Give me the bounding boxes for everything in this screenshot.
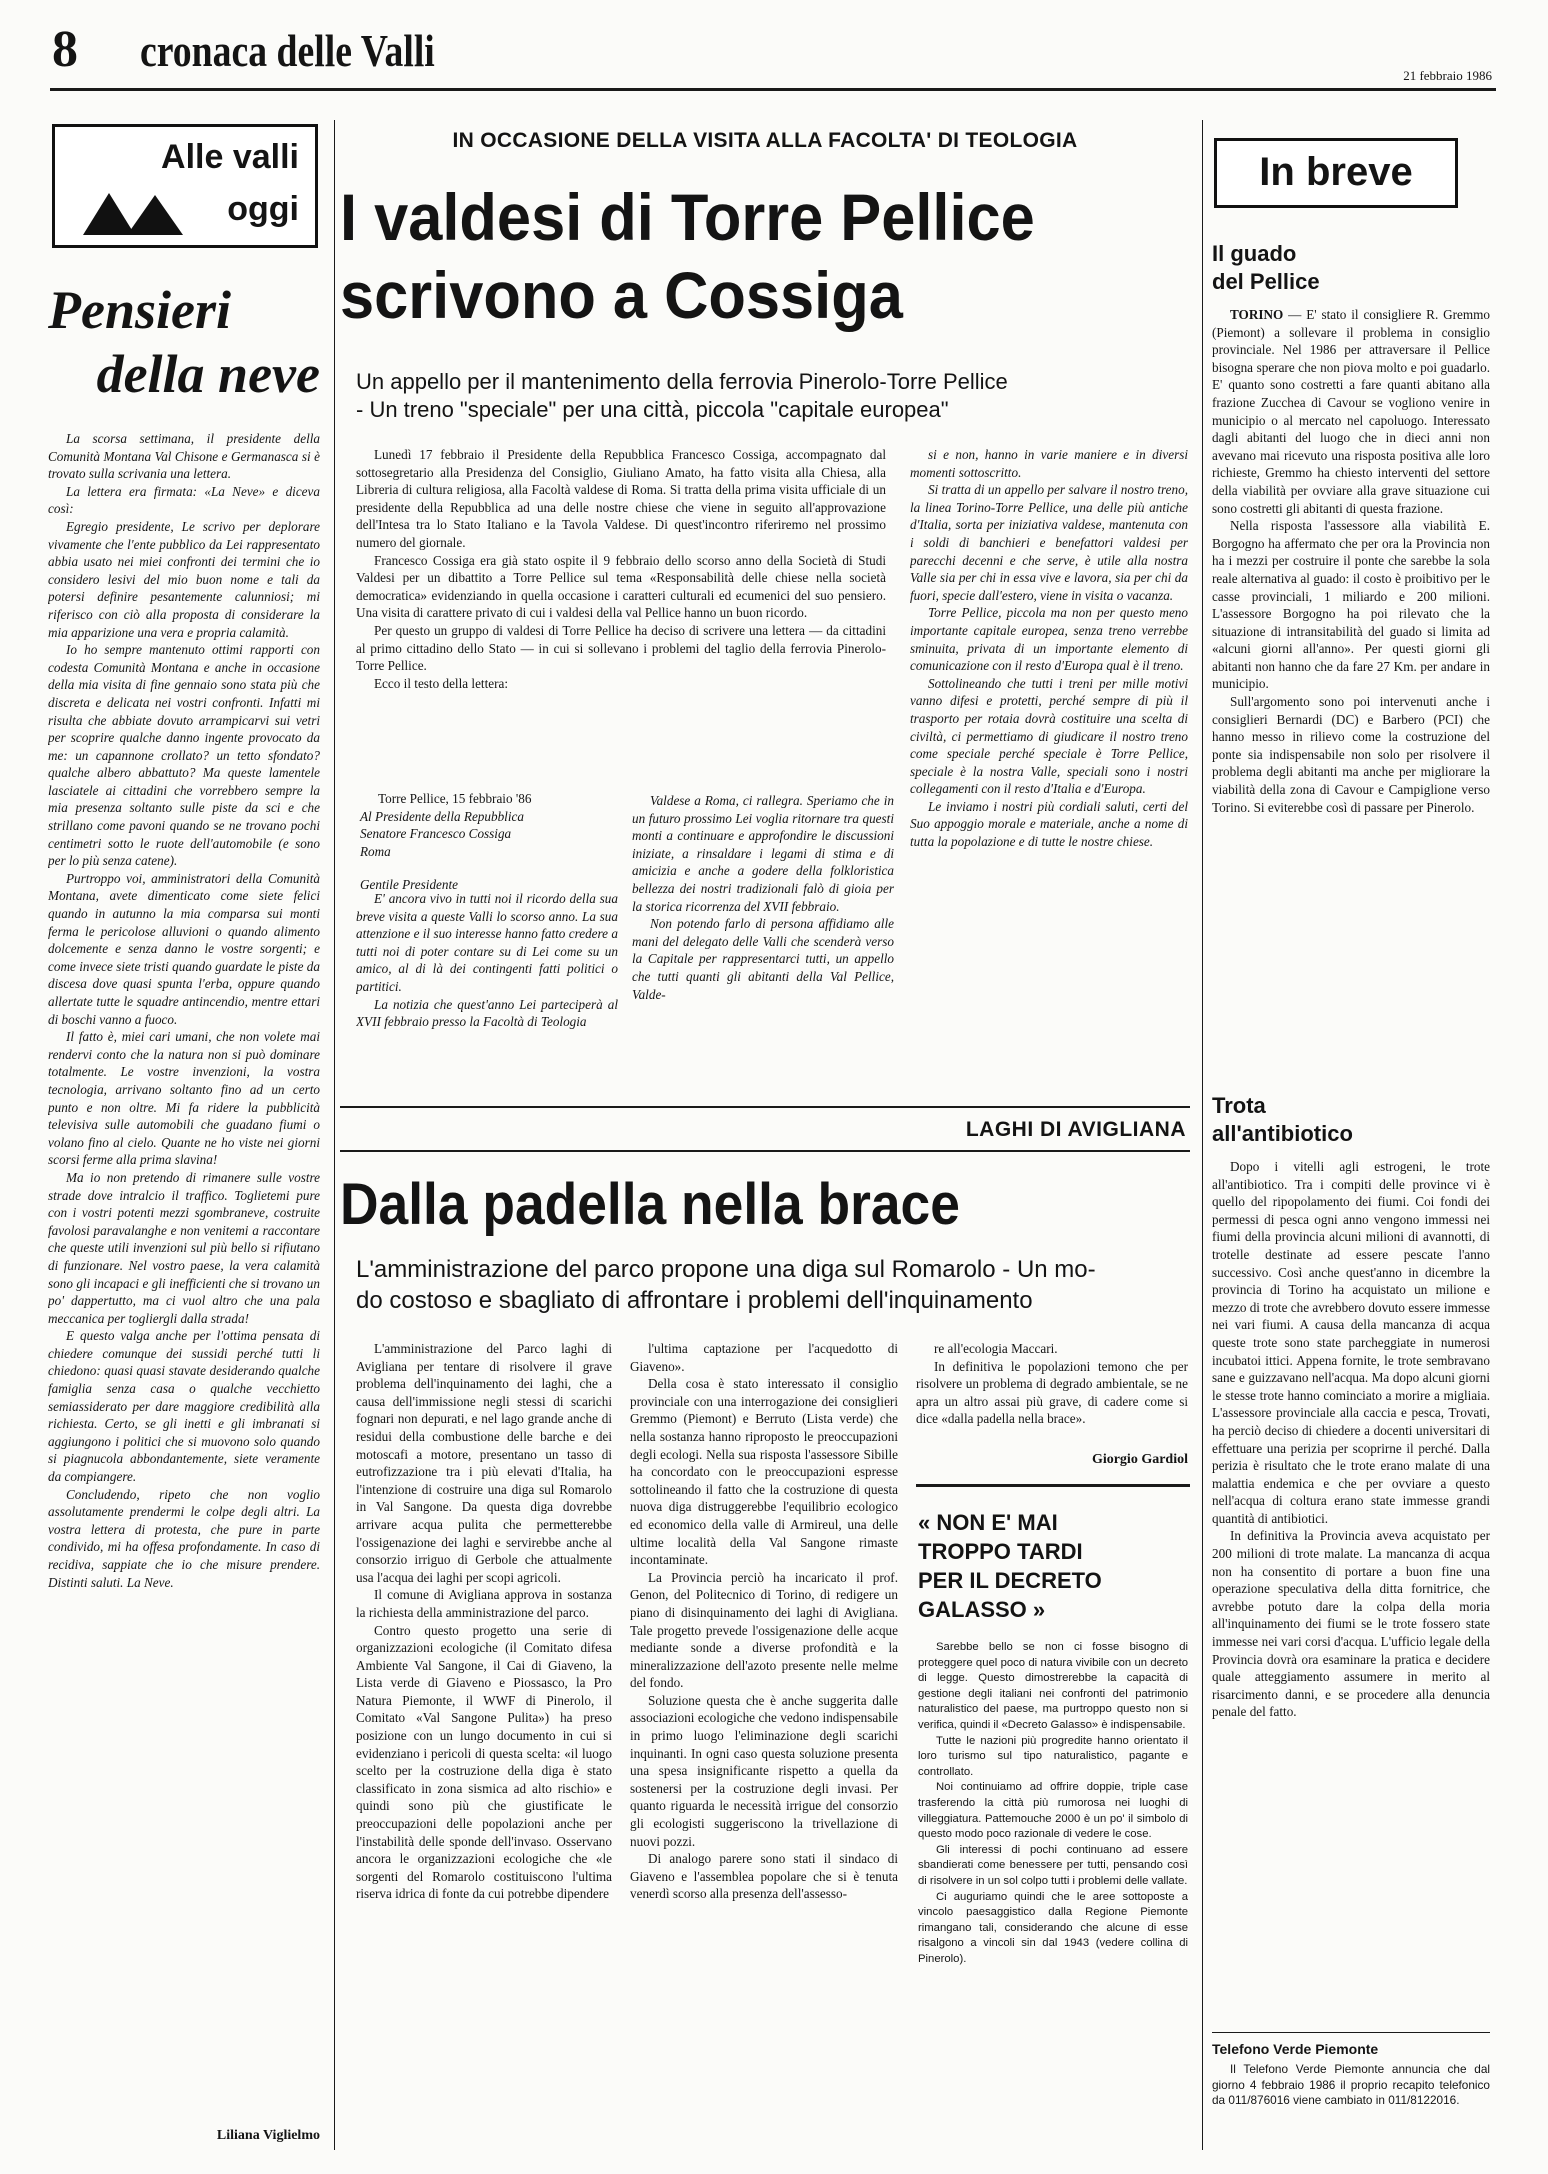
page-number: 8 <box>52 21 78 78</box>
left-signature: Liliana Viglielmo <box>216 2128 320 2143</box>
dateline: TORINO <box>1230 307 1284 322</box>
col-divider-right <box>1202 120 1203 2150</box>
article1-subhead-line1: Un appello per il mantenimento della ferrovia Pinerolo-Torre Pellice <box>356 369 1008 394</box>
article-divider <box>340 1106 1190 1108</box>
article1-kicker: IN OCCASIONE DELLA VISITA ALLA FACOLTA' DI TEOLOGIA <box>452 129 1078 152</box>
article2-paragraph: l'ultima captazione per l'acquedotto di Giaveno». <box>630 1341 898 1374</box>
masthead-rule <box>50 88 1496 91</box>
mountains-icon <box>83 193 193 235</box>
in-breve-item2-text <box>1212 1158 1490 2028</box>
article1-headline <box>340 178 1220 334</box>
article2-kicker-rule <box>340 1150 1190 1152</box>
in-breve-item3-paragraph: Il Telefono Verde Piemonte annuncia che dal giorno 4 febbraio 1986 il proprio recapito telefonico da 011/876016 viene cambiato in 011/8122016. <box>1212 2062 1490 2108</box>
letter-addressee-3: Roma <box>360 843 391 859</box>
in-breve-item2-paragraph: Dopo i vitelli agli estrogeni, le trote all'antibiotico. Tra i compiti delle province vi è quello del ripopolamento dei fiumi. Coi fondi dei permessi di pesca ogni anno vengono immessi nei fiumi della provincia alcuni milioni di avannotti, di trotelle destinate ad essere pescate l'anno successivo. Così anche quest'anno in dicembre la provincia di Torino ha acquistato un milione e mezzo di trote che avrebbero dovuto essere immesse nei vari fiumi. A causa della mancanza di acqua queste trote sono state parcheggiate in numerosi incubatoi ittici. Appena fornite, le trote sembravano sane e guizzavano nell'acqua. Ma dopo alcuni giorni le stesse trote hanno cominciato a morire a migliaia. L'assessore provinciale alla caccia e pesca, Trovati, ha perciò deciso di chiedere a docenti universitari di effettuare una perizia per scoprirne il perché. Dalla perizia è risultato che le trote erano malate di una malattia endemica e che per ovviare a questo nell'acqua di coltura erano state immesse grandi quantità di antibiotici. <box>1212 1159 1490 1526</box>
article2-paragraph: Contro questo progetto una serie di organizzazioni ecologiche (il Comitato difesa Ambiente Val Sangone, il Cai di Giaveno, la Lista verde di Giaveno e Piossasco, la Pro Natura Piemonte, il WWF di Pinerolo, il Comitato «Val Sangone Pulita») ha preso posizione con un lungo documento in cui si evidenziano i pericoli di questa scelta: «il luogo scelto per la costruzione della diga è stato classificato in zona sismica ad alto rischio» e quindi sono più che giustificate le preoccupazioni delle popolazioni anche per l'instabilità delle sponde dell'invaso. Osservano ancora le organizzazioni ecologiche che «le sorgenti del Romarolo costituiscono l'ultima riserva idrica di fonte da cui potrebbe dipendere <box>356 1622 612 1902</box>
galasso-title-line3: PER IL DECRETO <box>918 1568 1102 1593</box>
letter-header <box>360 790 610 894</box>
article2-paragraph: La Provincia perciò ha incaricato il prof. Genon, del Politecnico di Torino, di redigere un piano di disinquinamento dei laghi di Avigliana. Tale progetto prevede l'ossigenazione delle acque mediante sonde a diverse profondità e la mineralizzazione dell'azoto presente nelle melme del fondo. <box>630 1569 898 1691</box>
galasso-paragraph: Gli interessi di pochi continuano ad essere sbandierati come benessere per tutti, pensando così di risolvere in un sol colpo tutti i problemi delle vallate. <box>918 1843 1188 1887</box>
article1-intro-paragraph: Lunedì 17 febbraio il Presidente della Repubblica Francesco Cossiga, accompagnato dal sottosegretario alla Presidenza del Consiglio, Giuliano Amato, ha fatto visita alla Chiesa, alla Libreria di cultura religiosa, alla Facoltà valdese di Roma. Si tratta della prima visita ufficiale di un presidente della Repubblica ad una delle nostre chiese che viene in seguito all'approvazione dell'Intesa tra lo Stato Italiano e la Tavola Valdese. Di quest'incontro riferiremo nel prossimo numero del giornale. <box>356 447 886 550</box>
article2-paragraph: re all'ecologia Maccari. <box>934 1341 1058 1356</box>
article1-paragraph: si e non, hanno in varie maniere e in diversi momenti sottoscritto. <box>910 447 1188 480</box>
article2-paragraph: In definitiva le popolazioni temono che per risolvere un problema di degrado ambientale, se ne apra un altro assai più grave, di cadere come si dice «dalla padella nella brace». <box>916 1358 1188 1427</box>
article1-headline-line1: I valdesi di Torre Pellice <box>340 180 1035 254</box>
galasso-text <box>918 1640 1188 2140</box>
article1-column-3 <box>910 446 1188 1122</box>
letter-paragraph: Valdese a Roma, ci rallegra. Speriamo che in un futuro prossimo Lei voglia ritornare tra questi monti a continuare e approfondire le discussioni iniziate, a rinsaldare i legami di stima e di amicizia e anche a godere della folkloristica bellezza dei nostri tradizionali falò di gioia per la storica ricorrenza del XVII febbraio. <box>632 793 894 914</box>
alle-valli-badge <box>52 124 318 248</box>
in-breve-item3-title: Telefono Verde Piemonte <box>1212 2041 1379 2057</box>
article2-subhead-line1: L'amministrazione del parco propone una diga sul Romarolo - Un mo- <box>356 1256 1096 1283</box>
item2-title-line1: Trota <box>1212 1093 1266 1118</box>
article2-paragraph: Della cosa è stato interessato il consiglio provinciale con una interrogazione dei consiglieri Gremmo (Piemont) e Berruto (Lista verde) che nella sostanza hanno riproposto le preoccupazioni degli ecologi. Nella sua risposta l'assessore Sibille ha concordato con le preoccupazioni espresse sottolineando il fatto che la costruzione di questa nuova diga distruggerebbe l'equilibrio ecologico ed economico della valle di Armireul, una delle ultime località della Val Sangone rimaste incontaminate. <box>630 1376 898 1568</box>
article1-intro-paragraph: Ecco il testo della lettera: <box>374 675 509 691</box>
letter-addressee-2: Senatore Francesco Cossiga <box>360 826 512 842</box>
item1-title-line1: Il guado <box>1212 241 1297 266</box>
left-column-paragraph: Concludendo, ripeto che non voglio assolutamente prendermi le colpe degli altri. La vostra lettera di protesta, che pure in parte condivido, mi ha offesa profondamente. In caso di recidiva, sappiate che io che misure prendere. Distinti saluti. La Neve. <box>48 1486 320 1590</box>
issue-date: 21 febbraio 1986 <box>1403 68 1492 83</box>
article1-subhead <box>356 368 1194 424</box>
article2-paragraph: Il comune di Avigliana approva in sostanza la richiesta della amministrazione del parco. <box>356 1587 612 1620</box>
in-breve-item1-text <box>1212 306 1490 1068</box>
article2-subhead <box>356 1254 1196 1316</box>
in-breve-item1-paragraph: Nella risposta l'assessore alla viabilità E. Borgogno ha affermato che per ora la Provincia non ha i mezzi per costruire il ponte che sarebbe la sola reale alternativa al guado: il costo è proibitivo per le casse provinciali, 1 miliardo e 200 milioni. L'assessore Borgogno ha poi rilevato che la situazione di intransitabilità del guado si limita ad «alcuni giorni all'anno». Per questi giorni gli abitanti non hanno che da fare 27 Km. per andare in municipio. <box>1212 518 1490 692</box>
article1-paragraph: Torre Pellice, piccola ma non per questo meno importante capitale europea, senza treno verrebbe sminuita, privata di un importante elemento di comunicazione con il resto d'Europa qual è il treno. <box>910 605 1188 674</box>
galasso-paragraph: Ci auguriamo quindi che le aree sottoposte a vincolo paesaggistico dalla Regione Piemonte rimangano tali, considerando che alcune di esse risalgono a vincoli sin dal 1943 (vedere collina di Pinerolo). <box>918 1890 1188 1965</box>
left-column-paragraph: Purtroppo voi, amministratori della Comunità Montana, avete dimenticato come siete felici quando in autunno la mia comparsa sui monti ferma le pericolose alluvioni o quando alimento dolcemente e senza danno le vostre sorgenti; e come invece siete tristi quando guardate le piste da discesa dove quasi spunta l'erba, oppure quando allertate tutte le squadre antincendio, mentre ettari di boschi vanno a fuoco. <box>48 870 320 1027</box>
in-breve-item1-title <box>1212 240 1482 296</box>
item3-rule <box>1212 2032 1490 2033</box>
badge-line2: oggi <box>227 190 299 228</box>
letter-column-2 <box>632 792 894 1122</box>
article1-intro-paragraph: Per questo un gruppo di valdesi di Torre Pellice ha deciso di scrivere una lettera — da cittadini al primo cittadino dello Stato — in cui si sollevano i problemi del taglio della ferrovia Pinerolo-Torre Pellice. <box>356 622 886 674</box>
in-breve-item2-title <box>1212 1092 1482 1148</box>
in-breve-item1-text-run: — E' stato il consigliere R. Gremmo (Piemont) a sollevare il problema in consiglio provinciale. Nel 1986 per attraversare il Pellice bisogna sperare che non piova molto e poi guadarlo. E' quanto sono costretti a fare quanti abitano alla frazione Zucchea di Cavour se vogliono venire in municipio o al mercato nel capoluogo. Interessato dagli abitanti del luogo che in dieci anni non avevano mai ricevuto una risposta positiva alle loro richieste, Gremmo ha chiesto interventi del settore della viabilità per ovviare alla grave situazione cui sono costretti gli abitanti di questa frazione. <box>1212 307 1490 516</box>
left-title-line1: Pensieri <box>48 280 231 340</box>
left-column-paragraph: Io ho sempre mantenuto ottimi rapporti con codesta Comunità Montana e anche in occasione della mia visita di fine gennaio sono stata più che discreta e delicata nei vostri confronti. Infatti mi risulta che abbiate dovuto arrampicarvi sui vetri per scoprire qualche danno ingente provocato da me: un capannone crollato? un tetto sfondato? qualche albero abbattuto? Ma queste lamentele lasciatele ai cittadini che vorrebbero sempre la mia presenza soltanto sulle piste da sci e che strillano come pavoni quando se ne trovano pochi centimetri sotto le ruote dell'automobile (e sono per lo più senza catene). <box>48 642 320 869</box>
article2-headline: Dalla padella nella brace <box>340 1172 960 1237</box>
letter-column-1 <box>356 890 618 1122</box>
galasso-paragraph: Tutte le nazioni più progredite hanno orientato il loro turismo sul tipo naturalistico, pagante e controllato. <box>918 1734 1188 1778</box>
col-divider-left <box>334 120 335 2150</box>
letter-place-date: Torre Pellice, 15 febbraio '86 <box>378 791 532 806</box>
galasso-paragraph: Noi continuiamo ad offrire doppie, triple case trasferendo la città più rumorosa nei luoghi di villeggiatura. Pattemouche 2000 è un po' il simbolo di questo modo poco razionale di vedere le cose. <box>918 1781 1188 1841</box>
in-breve-label: In breve <box>1259 150 1413 194</box>
left-column-paragraph: La scorsa settimana, il presidente della Comunità Montana Val Chisone e Germanasca si è trovato sulla scrivania una lettera. <box>48 431 320 482</box>
article2-column-1 <box>356 1340 612 2140</box>
left-column-text <box>48 430 320 2125</box>
left-column-paragraph: La lettera era firmata: «La Neve» e diceva così: <box>48 483 320 517</box>
in-breve-item1-paragraph <box>1212 306 1490 517</box>
article1-subhead-line2: - Un treno "speciale" per una città, piccola "capitale europea" <box>356 397 949 422</box>
letter-addressee-1: Al Presidente della Repubblica <box>360 808 524 824</box>
galasso-title-line2: TROPPO TARDI <box>918 1539 1083 1564</box>
article2-subhead-line2: do costoso e sbagliato di affrontare i problemi dell'inquinamento <box>356 1287 1033 1314</box>
item1-title-line2: del Pellice <box>1212 269 1320 294</box>
article1-paragraph: Le inviamo i nostri più cordiali saluti, certi del Suo appoggio morale e materiale, anche a nome di tutta la popolazione e di tutte le nostre chiese. <box>910 798 1188 850</box>
article2-kicker: LAGHI DI AVIGLIANA <box>965 1118 1186 1141</box>
article2-paragraph: Di analogo parere sono stati il sindaco di Giaveno e l'assemblea popolare che si è tenuta venerdì scorso alla presenza dell'assesso- <box>630 1851 898 1902</box>
left-column-paragraph: Il fatto è, miei cari umani, che non volete mai rendervi conto che la natura non si può dominare totalmente. Le vostre invenzioni, la vostra tecnologia, arrivano soltanto fino ad un certo punto e non oltre. Mi fa ridere la pubblicità televisiva sulle automobili che guadano fiumi o volano fino al cielo. Quante ne ho viste nei giorni scorsi ferme alla prima slavina! <box>48 1029 320 1168</box>
in-breve-item3-text <box>1212 2062 1490 2142</box>
section-title: cronaca delle Valli <box>140 25 435 76</box>
masthead <box>52 22 1492 82</box>
left-column-paragraph: Egregio presidente, Le scrivo per deplorare vivamente che l'ente pubblico da Lei rappresentato abbia usato nei miei confronti dei termini che io considero lesivi del mio buon nome e tali da potersi definire pesantemente calunniosi; mi riferisco con ciò alla proposta di considerare la mia apparizione una vera e propria calamità. <box>48 518 320 640</box>
article2-paragraph: Soluzione questa che è anche suggerita dalle associazioni ecologiche che vedono indispensabile in primo luogo l'eliminazione degli scarichi inquinanti. In ogni caso questa soluzione presenta una spesa insignificante rispetto a quella da sostenersi per la costruzione degli invasi. Per quanto riguarda le necessità irrigue del consorzio gli ecologisti suggeriscono la trivellazione di nuovi pozzi. <box>630 1692 898 1849</box>
left-column-paragraph: Ma io non pretendo di rimanere sulle vostre strade dove intralcio il traffico. Toglietemi pure con i vostri potenti mezzi sgombraneve, costruite favolosi paravalanghe e non venitemi a raccontare che queste utili invenzioni sul più bello si rifiutano di funzionare. Nel vostro paese, la vera calamità sono gli incapaci e gli inefficienti che si trovano un po' dappertutto, ma ci vuol altro che una pala meccanica per togliergli dalla strada! <box>48 1169 320 1326</box>
badge-line1: Alle valli <box>161 138 299 176</box>
letter-paragraph: E' ancora vivo in tutti noi il ricordo della sua breve visita a queste Valli lo scorso anno. La sua attenzione e il suo interesse hanno fatto credere a tutti noi di poter contare su di Lei come su un amico, al di là dei contingenti fatti politici o partitici. <box>356 891 618 994</box>
galasso-title <box>918 1508 1188 1624</box>
in-breve-item1-paragraph: Sull'argomento sono poi intervenuti anche i consiglieri Bernardi (DC) e Barbero (PCI) che hanno messo in rilievo come la costruzione del ponte sia indispensabile non solo per risolvere il problema degli abitanti ma anche per migliorare la viabilità della zona di Cavour e Campiglione verso Torino. Si eviterebbe così di passare per Pinerolo. <box>1212 694 1490 815</box>
article1-headline-line2: scrivono a Cossiga <box>340 258 903 332</box>
letter-paragraph: La notizia che quest'anno Lei parteciperà al XVII febbraio presso la Facoltà di Teologia <box>356 996 618 1030</box>
letter-salutation: Gentile Presidente <box>360 877 459 893</box>
item2-title-line2: all'antibiotico <box>1212 1121 1353 1146</box>
galasso-paragraph: Sarebbe bello se non ci fosse bisogno di proteggere quel poco di natura vivibile con un decreto di legge. Questo dimostrerebbe la capacità di gestione degli italiani nei confronti del patrimonio naturalistico del paese, ma purtroppo questo non si verifica, quindi il «Decreto Galasso» è indispensabile. <box>918 1641 1188 1731</box>
in-breve-badge <box>1214 138 1458 208</box>
article1-paragraph: Sottolineando che tutti i treni per mille motivi vanno difesi e protetti, perché sempre di più il trasporto per rotaia dovrà costituire una scelta di civiltà, ci permettiamo di giudicare il nostro treno come speciale perché speciale è Torre Pellice, speciale è la nostra Valle, speciali sono i nostri collegamenti con il resto d'Italia e d'Europa. <box>910 675 1188 797</box>
galasso-top-rule <box>916 1484 1190 1487</box>
article1-paragraph: Si tratta di un appello per salvare il nostro treno, la linea Torino-Torre Pellice, una delle più antiche d'Italia, sorta per iniziativa valdese, mantenuta con i soldi di banchieri e benefattori valdesi per parecchi decenni e che serve, è utile alla nostra Valle sia per chi in essa vive e lavora, sia per chi da fuori, specie dall'estero, viene in visita o vacanza. <box>910 482 1188 603</box>
letter-paragraph: Non potendo farlo di persona affidiamo alle mani del delegato delle Valli che scenderà verso la Capitale per rappresentarci tutti, un appello che tutti quanti gli abitanti della Val Pellice, Valde- <box>632 916 894 1002</box>
article2-column-2 <box>630 1340 898 2140</box>
left-title-line2: della neve <box>96 344 320 404</box>
in-breve-item2-paragraph: In definitiva la Provincia aveva acquistato per 200 milioni di trote malate. La mancanza di acqua non ha consentito di portare a buon fine una operazione speculativa della ditta fornitrice, che avrebbe potuto dare la colpa della moria all'inquinamento dei fiumi se le trote fossero state immesse nei vari corsi d'acqua. L'ufficio legale della Provincia dovrà ora esaminare la pratica e decidere quale atteggiamento assumere in merito al risarcimento danni, e se procedere alla denuncia penale del fatto. <box>1212 1528 1490 1720</box>
galasso-title-line4: GALASSO » <box>918 1597 1046 1622</box>
article2-signature: Giorgio Gardiol <box>1091 1452 1188 1467</box>
article2-column-3 <box>916 1340 1188 1452</box>
article1-intro <box>356 446 886 786</box>
galasso-title-line1: « NON E' MAI <box>918 1510 1058 1535</box>
left-column-title <box>48 280 320 404</box>
article2-paragraph: L'amministrazione del Parco laghi di Avigliana per tentare di risolvere il grave problema dell'inquinamento dei laghi, che a causa dell'immissione negli stessi di scarichi fognari non depurati, e nel lago grande anche di residui della combustione delle barche e dei motoscafi a motore, presentano un tasso di eutrofizzazione tra i più elevati d'Italia, ha l'intenzione di costruire una diga sul Romarolo in Val Sangone. Da questa diga dovrebbe arrivare acqua pulita che permetterebbe l'ossigenazione dei laghi e servirebbe anche al consorzio irriguo di Gerbole che attualmente usa l'acqua dei laghi per scopi agricoli. <box>356 1341 612 1585</box>
left-column-paragraph: E questo valga anche per l'ottima pensata di chiedere comunque dei sussidi perché tutti li chiedono: quasi quasi stavate desiderando qualche famiglia senza casa o qualche vecchietto semiassiderato per dare maggiore credibilità alla richiesta. Certo, se gli inetti e gli imbranati si aggiungono i politici che si muovono solo quando si piagnucola abbondantemente, siete veramente da compiangere. <box>48 1328 320 1485</box>
article1-intro-paragraph: Francesco Cossiga era già stato ospite il 9 febbraio dello scorso anno della Società di Studi Valdesi per un dibattito a Torre Pellice sul tema «Responsabilità delle chiese nella società democratica» evidenziando in quella occasione i caratteri culturali ed ecumenici del suo pensiero. Una visita di carattere privato di cui i valdesi della val Pellice hanno un buon ricordo. <box>356 552 886 621</box>
